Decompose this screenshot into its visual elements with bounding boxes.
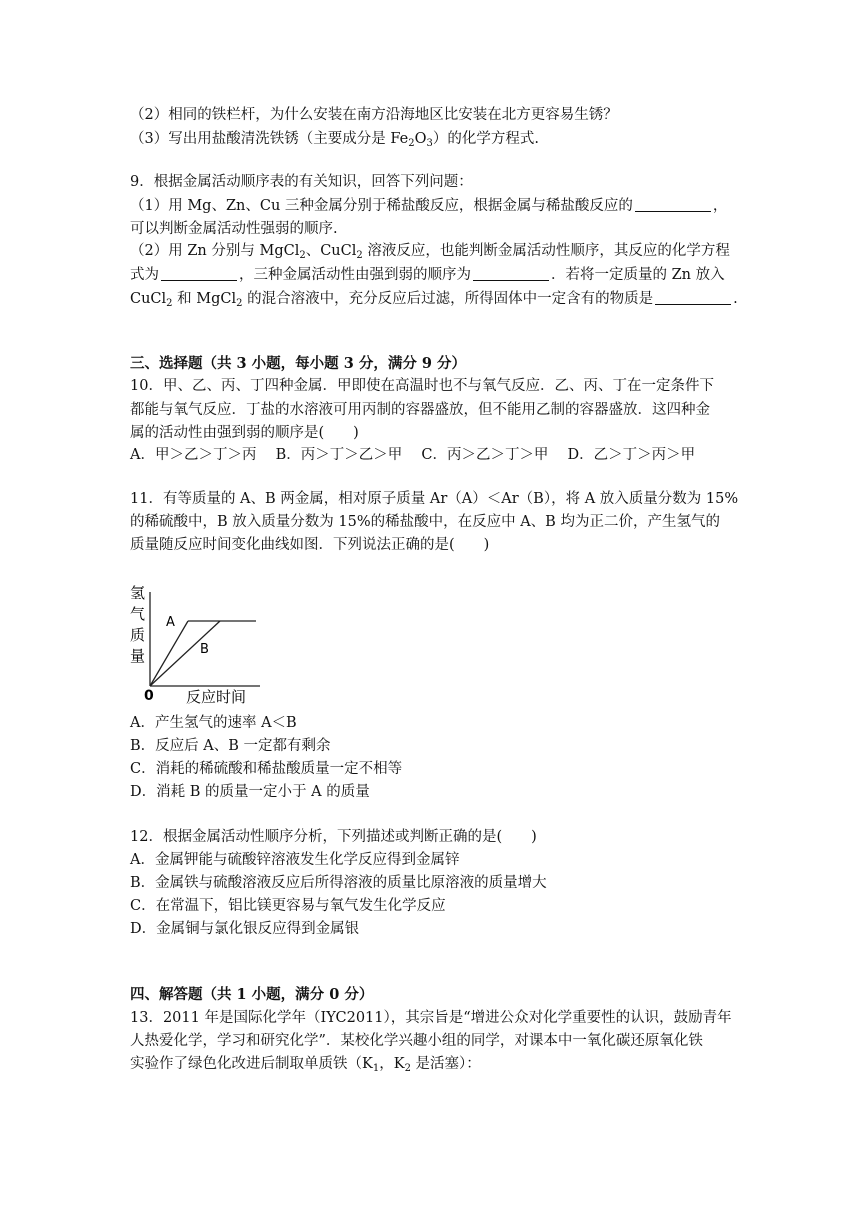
answer-blank[interactable] bbox=[473, 266, 549, 281]
curve-b-label: B bbox=[200, 642, 209, 657]
q13-line3: 实验作了绿色化改进后制取单质铁（$K_1$，$K_2$ 是活塞）： bbox=[130, 1056, 481, 1074]
curve-a-label: A bbox=[166, 615, 175, 630]
section-3-heading: 三、选择题（共 3 小题，每小题 3 分，满分 9 分） bbox=[130, 355, 467, 372]
q11-option-c: C．消耗的稀硫酸和稀盐酸质量一定不相等 bbox=[130, 761, 403, 777]
q8-part2: （2）相同的铁栏杆，为什么安装在南方沿海地区比安装在北方更容易生锈？ bbox=[130, 107, 618, 123]
q12-option-c: C．在常温下，铝比镁更容易与氧气发生化学反应 bbox=[130, 898, 446, 914]
q9-stem: 9．根据金属活动顺序表的有关知识，回答下列问题： bbox=[130, 174, 473, 190]
q9-part2-line2: 式为 ，三种金属活动性由强到弱的顺序为 ．若将一定质量的 Zn 放入 bbox=[130, 267, 725, 283]
y-axis-label-char: 气 bbox=[130, 605, 146, 623]
q12-stem: 12．根据金属活动性顺序分析，下列描述或判断正确的是( ) bbox=[130, 829, 537, 845]
q8-part3: （3）写出用盐酸清洗铁锈（主要成分是 $Fe_2O_3$）的化学方程式. bbox=[130, 131, 539, 149]
q11-option-d: D．消耗 B 的质量一定小于 A 的质量 bbox=[130, 784, 370, 800]
q10-options: A．甲＞乙＞丁＞丙 B．丙＞丁＞乙＞甲 C．丙＞乙＞丁＞甲 D．乙＞丁＞丙＞甲 bbox=[130, 447, 696, 463]
x-axis-label: 反应时间 bbox=[186, 688, 247, 706]
section-4-heading: 四、解答题（共 1 小题，满分 0 分） bbox=[130, 986, 374, 1003]
q13-line1: 13．2011 年是国际化学年（IYC2011），其宗旨是“增进公众对化学重要性的认识，鼓励青年 bbox=[130, 1010, 732, 1026]
answer-blank[interactable] bbox=[635, 197, 711, 212]
q10-line3: 属的活动性由强到弱的顺序是( ) bbox=[130, 425, 359, 441]
y-axis-label-char: 质 bbox=[130, 626, 146, 644]
q11-option-a: A．产生氢气的速率 A＜B bbox=[130, 715, 297, 731]
y-axis-label-char: 氢 bbox=[130, 584, 146, 602]
curve-a-rise bbox=[150, 621, 188, 686]
q11-line1: 11．有等质量的 A、B 两金属，相对原子质量 Ar（A）＜Ar（B），将 A 放入质量分数为 15% bbox=[130, 491, 739, 507]
q12-option-a: A．金属钾能与硫酸锌溶液发生化学反应得到金属锌 bbox=[130, 852, 460, 868]
origin-label: 0 bbox=[144, 688, 154, 704]
q9-part2-line1: （2）用 Zn 分别与 MgCl$_2$、CuCl$_2$ 溶液反应，也能判断金属活动性顺序，其反应的化学方程 bbox=[130, 243, 730, 261]
q10-line1: 10．甲、乙、丙、丁四种金属．甲即使在高温时也不与氧气反应．乙、丙、丁在一定条件下 bbox=[130, 378, 714, 394]
hydrogen-mass-vs-time-figure bbox=[128, 578, 268, 708]
q12-option-b: B．金属铁与硫酸溶液反应后所得溶液的质量比原溶液的质量增大 bbox=[130, 875, 547, 891]
curve-b-rise bbox=[150, 621, 220, 686]
q12-option-d: D．金属铜与氯化银反应得到金属银 bbox=[130, 921, 360, 937]
q13-line2: 人热爱化学，学习和研究化学”．某校化学兴趣小组的同学，对课本中一氧化碳还原氧化铁 bbox=[130, 1033, 703, 1049]
q11-line2: 的稀硫酸中，B 放入质量分数为 15%的稀盐酸中，在反应中 A、B 均为正二价，产生氢气的 bbox=[130, 514, 720, 530]
q11-line3: 质量随反应时间变化曲线如图．下列说法正确的是( ) bbox=[130, 537, 490, 553]
answer-blank[interactable] bbox=[655, 290, 731, 305]
q9-part1-line1: （1）用 Mg、Zn、Cu 三种金属分别于稀盐酸反应，根据金属与稀盐酸反应的 ， bbox=[130, 198, 728, 214]
q11-option-b: B．反应后 A、B 一定都有剩余 bbox=[130, 738, 331, 754]
q9-part1-line2: 可以判断金属活动性强弱的顺序. bbox=[130, 221, 338, 237]
q9-part2-line3: CuCl$_2$ 和 MgCl$_2$ 的混合溶液中，充分反应后过滤，所得固体中一定含有的物质是 . bbox=[130, 291, 738, 309]
q10-line2: 都能与氧气反应．丁盐的水溶液可用丙制的容器盛放，但不能用乙制的容器盛放．这四种金 bbox=[130, 402, 710, 418]
answer-blank[interactable] bbox=[161, 266, 237, 281]
y-axis-label-char: 量 bbox=[130, 647, 146, 665]
